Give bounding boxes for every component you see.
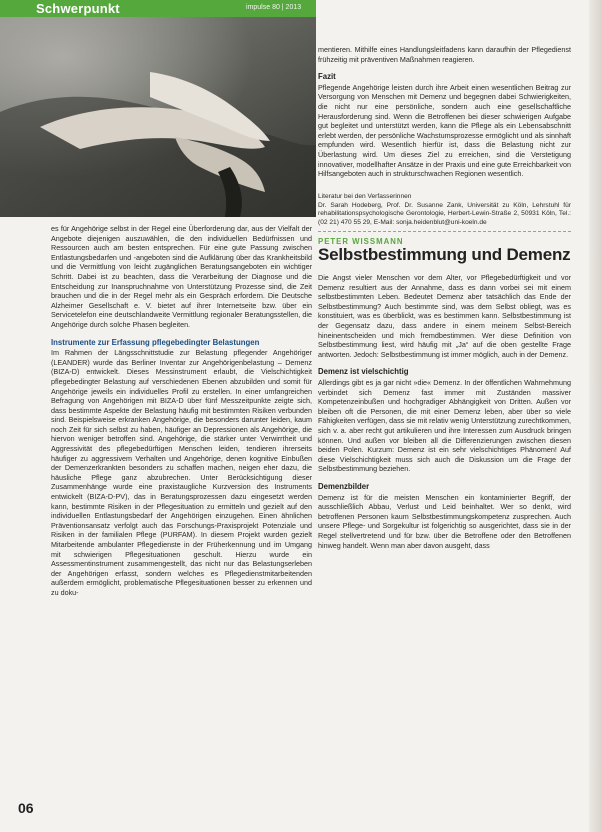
page-edge-shadow — [589, 0, 601, 832]
instrumente-paragraph: Im Rahmen der Längsschnittstudie zur Belastung pflegender Angehöriger (LEANDER) wurde das Berliner Inventar zur Angehörigenbelastung – Demenz (BIZA-D) entwickelt. Dieses Messinstrument erlaubt, die Vielschichtigkeit pflegebedingter Belastung auf verschiedenen Ebenen abzubilden und somit für Angehörige jeweils ein individuelles Profil zu erstellen. In einer umfangreichen Befragung von Angehörigen mit BIZA-D über fünf Messzeitpunkte zeigte sich, dass bestimmte Aspekte der Belastung häufig mit bestimmten Risiken verbunden sind. Beispielsweise erkranken Angehörige, die besonders darunter leiden, kaum noch Zeit für sich selbst zu haben, häufiger an Depressionen als Angehörige, die hiervon weniger betroffen sind. Angehörige, die stärker unter Verwirrtheit und Aggressivität des pflegebedürftigen Menschen leiden, tendieren ihrerseits häufiger zu aggressivem Verhalten und Angehörige, denen kognitive Einbußen der Demenzerkrankten besonders zu schaffen machen, neigen eher dazu, die häusliche Pflege ganz abzubrechen. Unter Berücksichtigung dieser Zusammenhänge wurde eine praxistaugliche Kurzversion des Instruments entwickelt (BIZA-D-PV), das in Beratungsprozessen dazu eingesetzt werden kann, bestimmte Risiken in der Pflegesituation zu ermitteln und gezielt auf den individuellen Entlastungsbedarf der Angehörigen einzugehen. Einen ähnlichen Präventionsansatz verfolgt auch das Forschungs-Praxisprojekt Potenziale und Risiken in der familialen Pflege (PURFAM). In diesem Projekt wurden gezielt Mitarbeitende ambulanter Pflegedienste in der Früherkennung und im Umgang mit schwierigen Pflegesituationen geschult. Hierzu wurde ein Assessmentinstrument zusammengestellt, das nicht nur das Belastungserleben der Angehörigen erfasst, sondern welches es Pflegedienstmitarbeitenden außerdem ermöglicht, problematische Pflegesituationen besser zu erkennen und zu doku- — [51, 348, 312, 597]
section-header — [0, 0, 316, 17]
subhead-instrumente: Instrumente zur Erfassung pflegebedingter Belastungen — [51, 337, 260, 347]
intro-paragraph: es für Angehörige selbst in der Regel eine Überforderung dar, aus der Vielfalt der Angebote diejenigen auszuwählen, die den individuellen Bedürfnissen und Ressourcen auch am besten entsprechen. Für eine gute Passung zwischen Entlastungsbedarfen und -angeboten sind die Aufklärung über das Krankheitsbild und die Vermittlung von leicht zugänglichen Beratungsangeboten ein wichtiger Schritt. Dabei ist zu beachten, dass die Verarbeitung der Diagnose und die Entscheidung zur Inanspruchnahme von Unterstützung Prozesse sind, die Zeit brauchen und die in der Regel mehr als ein Gespräch erfordern. Die Deutsche Alzheimer Gesellschaft e. V. bietet auf ihrer Internetseite bzw. über ein Servicetelefon eine deutschlandweite Vermittlung regionaler Beratungsstellen, die Angehörige durch solche Phasen begleiten. — [51, 224, 312, 329]
fazit-paragraph: Pflegende Angehörige leisten durch ihre Arbeit einen wesentlichen Beitrag zur Versorgung von Menschen mit Demenz und begegnen dabei Schwierigkeiten, die nicht nur eine persönliche, sondern auch eine gesellschaftliche Herausforderung sind. Wenn die Betroffenen bei dieser schwierigen Aufgabe gut begleitet und unterstützt werden, kann die Pflege als ein Lebensabschnitt erlebt werden, der persönliche Wachstumsprozesse ermöglicht und als sinnhaft empfunden wird. Wesentlich hierfür ist, dass die Belastung nicht zur Überlastung wird. Um dieses Ziel zu erreichen, sind die Verstetigung innovativer, modellhafter Ansätze in der Praxis und eine gute Erreichbarkeit von Hilfsangeboten auch in strukturschwachen Regionen wesentlich. — [318, 82, 571, 179]
subhead-vielschichtig: Demenz ist vielschichtig — [318, 367, 409, 377]
issue-label: impulse 80 | 2013 — [246, 4, 302, 11]
right-text-column — [318, 45, 571, 550]
hands-photo — [0, 17, 316, 217]
article-paragraph-2: Allerdings gibt es ja gar nicht »die« Demenz. In der öffentlichen Wahrnehmung verbindet sich Demenz fast immer mit Zuständen massiver Kompetenzeinbußen und hochgradiger Abhängigkeit von Dritten. Außen vor bleiben oft die Personen, die mit einer Demenz leben, aber über so viele Fähigkeiten verfügen, dass sie mit relativ wenig Unterstützung zurechtkommen, sich v. a. aber recht gut artikulieren und ihre Interessen zum Ausdruck bringen können. Und außen vor bleiben all die Differenzierungen zwischen diesen beiden Polen. Kurzum: Demenz ist ein sehr vielschichtiges Phänomen! Auf diese Vielschichtigkeit muss sich auch die Diskussion um die Frage der Selbstbestimmung beziehen. — [318, 378, 571, 474]
article-divider — [318, 231, 571, 232]
references-block — [318, 193, 571, 228]
subhead-demenzbilder: Demenzbilder — [318, 481, 370, 491]
article-title: Selbstbestimmung und Demenz — [318, 244, 571, 264]
author-contact: Dr. Sarah Hodeberg, Prof. Dr. Susanne Zank, Universität zu Köln, Lehrstuhl für rehabilitationspsychologische Gerontologie, Herbert-Lewin-Straße 2, 50931 Köln, Tel.: (02 21) 470 55 29, E-Mail: sonja.heidenblut@uni-koeln.de — [318, 201, 571, 227]
article-paragraph-3: Demenz ist für die meisten Menschen ein kontaminierter Begriff, der ausschließlich Abbau, Verlust und Leid beinhaltet. Wer so denkt, wird betroffenen Personen kaum Selbstbestimmungskompetenz zusprechen. Auch unsere Pflege- und Sorgekultur ist folgerichtig so ausgerichtet, dass sie in der Regel stellvertretend und für bzw. über die Betroffene oder den Betroffenen hinweg handelt. Wenn man aber davon ausgeht, dass — [318, 492, 571, 550]
left-text-column — [51, 224, 312, 598]
continued-paragraph: mentieren. Mithilfe eines Handlungsleitfadens kann daraufhin der Pflegedienst frühzeitig mit präventiven Maßnahmen reagieren. — [318, 45, 571, 64]
references-label: Literatur bei den Verfasserinnen — [318, 192, 412, 200]
page-number: 06 — [18, 800, 34, 816]
section-title: Schwerpunkt — [36, 1, 120, 16]
subhead-fazit: Fazit — [318, 72, 336, 82]
article-paragraph-1: Die Angst vieler Menschen vor dem Alter, vor Pflegebedürftigkeit und vor Demenz resultiert aus der Annahme, dass es dann vorbei sei mit einem selbstbestimmten Leben. Bedeutet Demenz aber tatsächlich das Ende der Selbstbestimmung? Auch bestimmte sind, was dem Selbst obliegt, was es konstituiert, was es überblickt, was es bestimmen kann. Selbstbestimmung ist der Gegensatz dazu, dass andere in einem meinem Selbst-Bereich hineinentscheiden und mich fremdbestimmen. Wer diese Definition von Selbstbestimmung liest, wird häufig mit „Ja“ auf die oben gestellte Frage antworten. Jedoch: Selbstbestimmung ist immer möglich, auch in der Demenz. — [318, 273, 571, 359]
article-author: PETER WISSMANN — [318, 236, 404, 246]
